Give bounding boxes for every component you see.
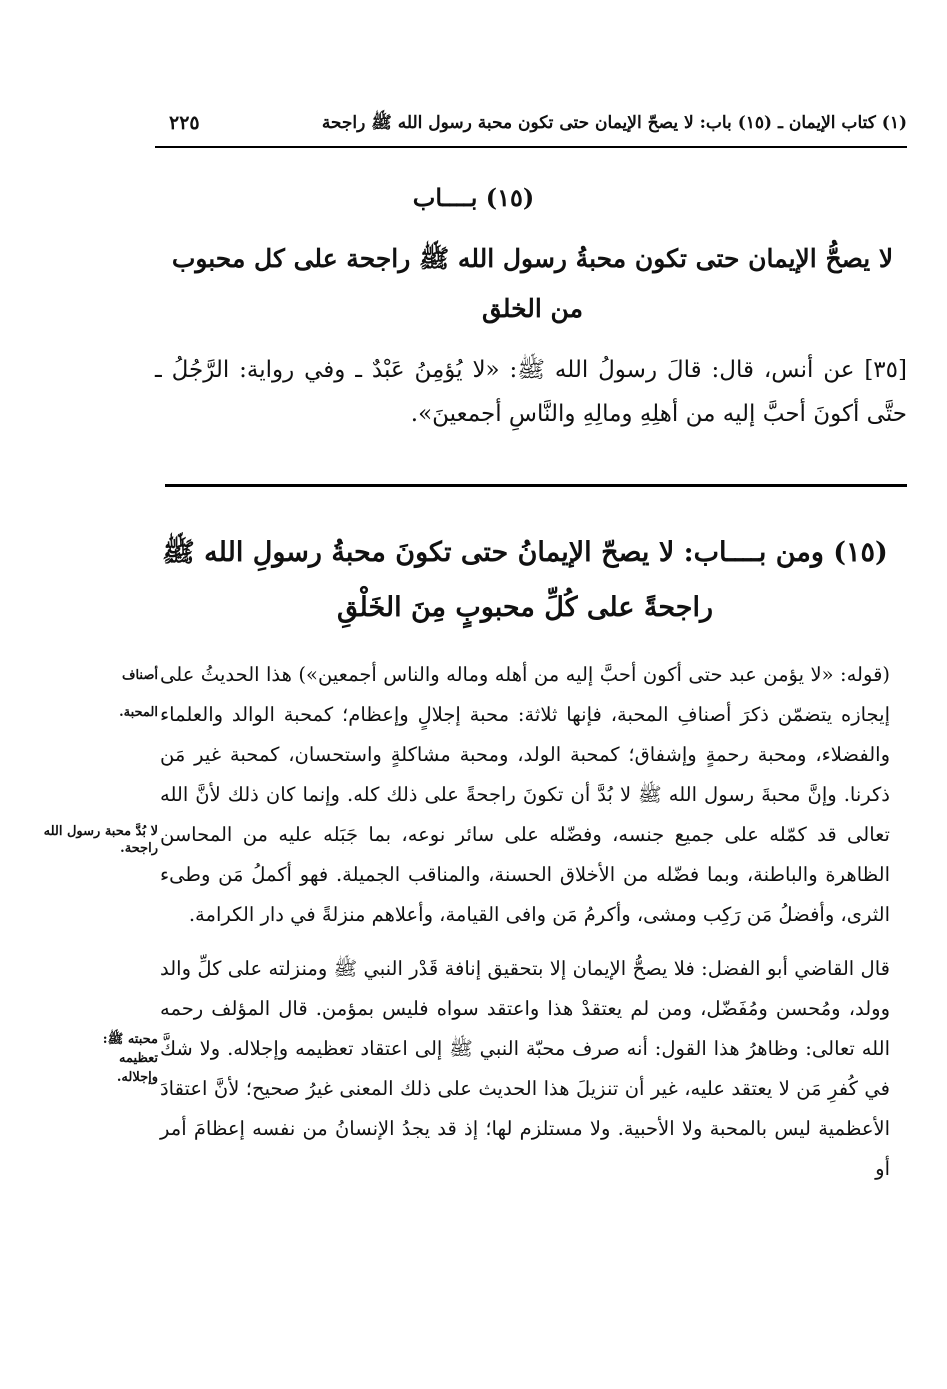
commentary-paragraph: (قوله: «لا يؤمن عبد حتى أكون أحبَّ إليه من أهله وماله والناس أجمعين») هذا الحديثُ على إيجازه يتضمّن ذكرَ أصنافِ المحبة، فإنها ثلاثة: محبة إجلالٍ وإعظام؛ كمحبة الوالد والعلماء والفضلاء، ومحبة رحمةٍ وإشفاق؛ كمحبة الولد، ومحبة مشاكلةٍ واستحسان، كمحبة غير مَن ذكرنا. وإنَّ محبةَ رسول الله ﷺ لا بُدَّ أن تكونَ راجحةً على ذلك كله. وإنما كان ذلك لأنَّ الله تعالى قد كمّله على جميع جنسه، وفضّله على سائر نوعه، بما جَبَله عليه من المحاسن الظاهرة والباطنة، وبما فضّله من الأخلاق الحسنة، والمناقب الجميلة. فهو أكملُ مَن وطىء الثرى، وأفضلُ مَن رَكِب ومشى، وأكرمُ مَن وافى القيامة، وأعلاهم منزلةً في دار الكرامة.: [160, 663, 890, 926]
margin-note: أصناف: [121, 668, 158, 683]
commentary-section-title: (١٥) ومن بــــاب: لا يصحّ الإيمانُ حتى تكونَ محبةُ رسولِ الله ﷺ راجحةً على كُلِّ محبوبٍ مِنَ الخَلْقِ: [162, 537, 888, 623]
page-number: ٢٢٥: [169, 112, 200, 134]
margin-note: المحبة.: [119, 705, 158, 720]
margin-note: راجحة.: [120, 841, 158, 856]
chapter-number-label: (١٥) بــــاب: [412, 183, 535, 212]
section-divider: [165, 484, 907, 487]
header-rule: [155, 146, 907, 148]
hadith-text: [٣٥] عن أنس، قال: قالَ رسولُ الله ﷺ: «لا يُؤمِنُ عَبْدٌ ـ وفي رواية: الرَّجُلُ ـ حتَّى أكونَ أحبَّ إليه من أهلِهِ ومالِهِ والنَّاسِ أجمعينَ».: [155, 357, 907, 427]
chapter-title: لا يصحُّ الإيمان حتى تكون محبةُ رسول الله ﷺ راجحة على كل محبوب من الخلق: [171, 244, 894, 323]
running-title: (١) كتاب الإيمان ـ (١٥) باب: لا يصحّ الإيمان حتى تكون محبة رسول الله ﷺ راجحة: [321, 113, 907, 133]
running-header: [155, 112, 907, 142]
commentary-paragraph: قال القاضي أبو الفضل: فلا يصحُّ الإيمان إلا بتحقيق إنافة قَدْر النبي ﷺ ومنزلته على كلِّ والد وولد، ومُحسن ومُفَضّل، ومن لم يعتقدْ هذا واعتقد سواه فليس بمؤمن. قال المؤلف رحمه الله تعالى: وظاهرُ هذا القول: أنه صرف محبّة النبي ﷺ إلى اعتقاد تعظيمه وإجلاله. ولا شكَّ في كُفرِ مَن لا يعتقد عليه، غير أن تنزيلَ هذا الحديث على ذلك المعنى غيرُ صحيح؛ لأنَّ اعتقادَ الأعظمية ليس بالمحبة ولا الأحبية. ولا مستلزم لها؛ إذ قد يجدُ الإنسانُ من نفسه إعظامَ أمر أو: [160, 957, 890, 1180]
margin-note: محبته ﷺ: تعظيمه وإجلاله.: [102, 1032, 158, 1085]
commentary-body: [160, 655, 890, 1189]
margin-note: لا بُدَّ محبة رسول الله: [43, 824, 158, 839]
